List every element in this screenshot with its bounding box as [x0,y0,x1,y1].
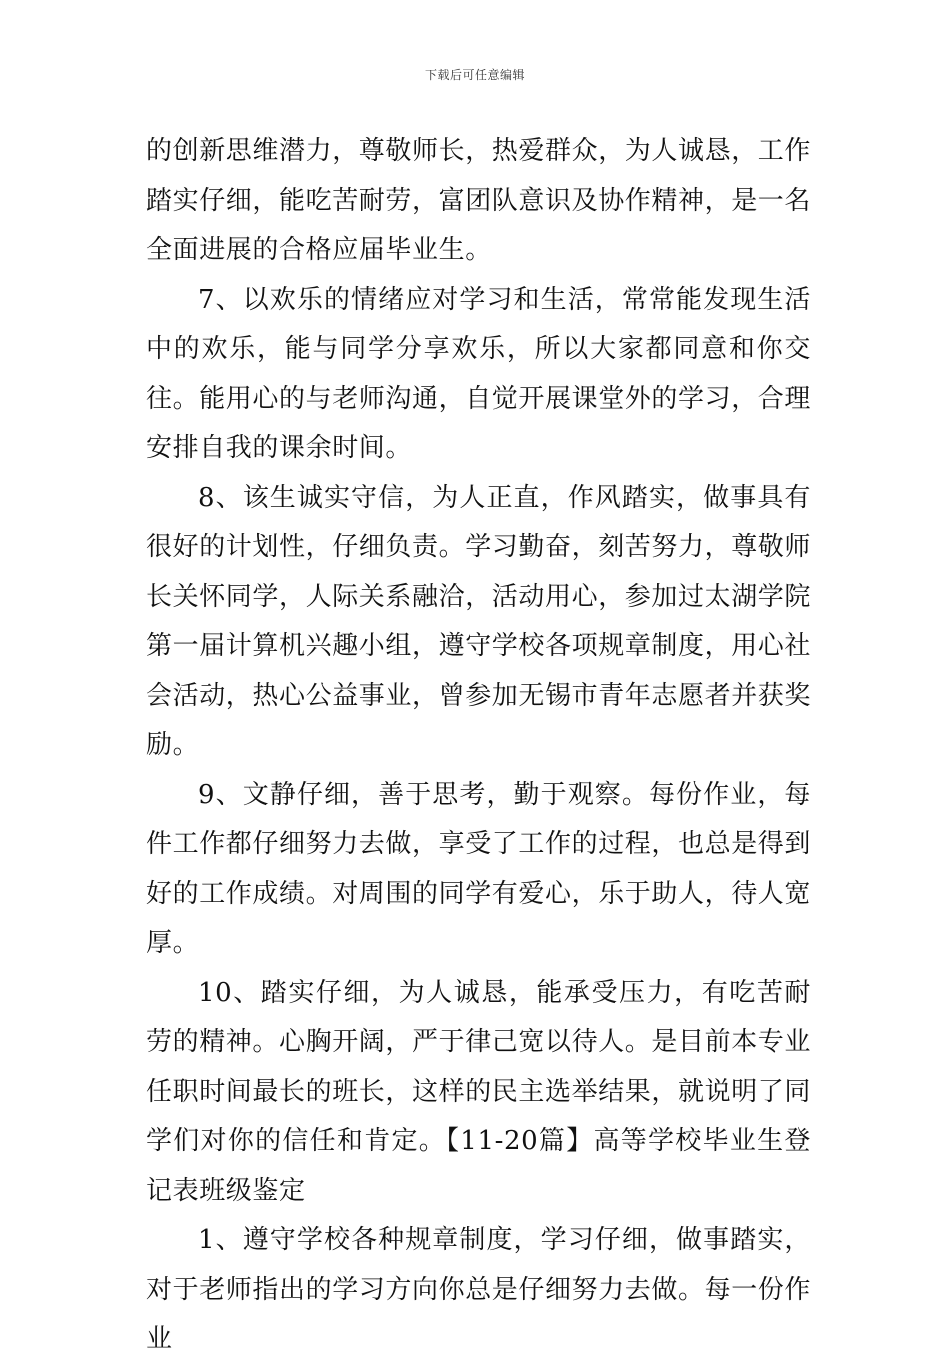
document-body [146,127,811,1365]
paragraph-item-10: 10、踏实仔细，为人诚恳，能承受压力，有吃苦耐劳的精神。心胸开阔，严于律己宽以待人。是目前本专业任职时间最长的班长，这样的民主选举结果，就说明了同学们对你的信任和肯定。【11-20篇】高等学校毕业生登记表班级鉴定 [146,977,812,1206]
paragraph-item-9: 9、文静仔细，善于思考，勤于观察。每份作业，每件工作都仔细努力去做，享受了工作的过程，也总是得到好的工作成绩。对周围的同学有爱心，乐于助人，待人宽厚。 [146,779,812,958]
paragraph-continuation: 的创新思维潜力，尊敬师长，热爱群众，为人诚恳，工作踏实仔细，能吃苦耐劳，富团队意识及协作精神，是一名全面进展的合格应届毕业生。 [146,136,812,265]
paragraph-item-1: 1、遵守学校各种规章制度，学习仔细，做事踏实，对于老师指出的学习方向你总是仔细努力去做。每一份作业 [146,1225,812,1354]
page-header: 下载后可任意编辑 [424,68,525,82]
paragraph-item-7: 7、以欢乐的情绪应对学习和生活，常常能发现生活中的欢乐，能与同学分享欢乐，所以大家都同意和你交往。能用心的与老师沟通，自觉开展课堂外的学习，合理安排自我的课余时间。 [146,284,812,463]
paragraph-item-8: 8、该生诚实守信，为人正直，作风踏实，做事具有很好的计划性，仔细负责。学习勤奋，刻苦努力，尊敬师长关怀同学，人际关系融洽，活动用心，参加过太湖学院第一届计算机兴趣小组，遵守学校各项规章制度，用心社会活动，热心公益事业，曾参加无锡市青年志愿者并获奖励。 [146,482,812,760]
